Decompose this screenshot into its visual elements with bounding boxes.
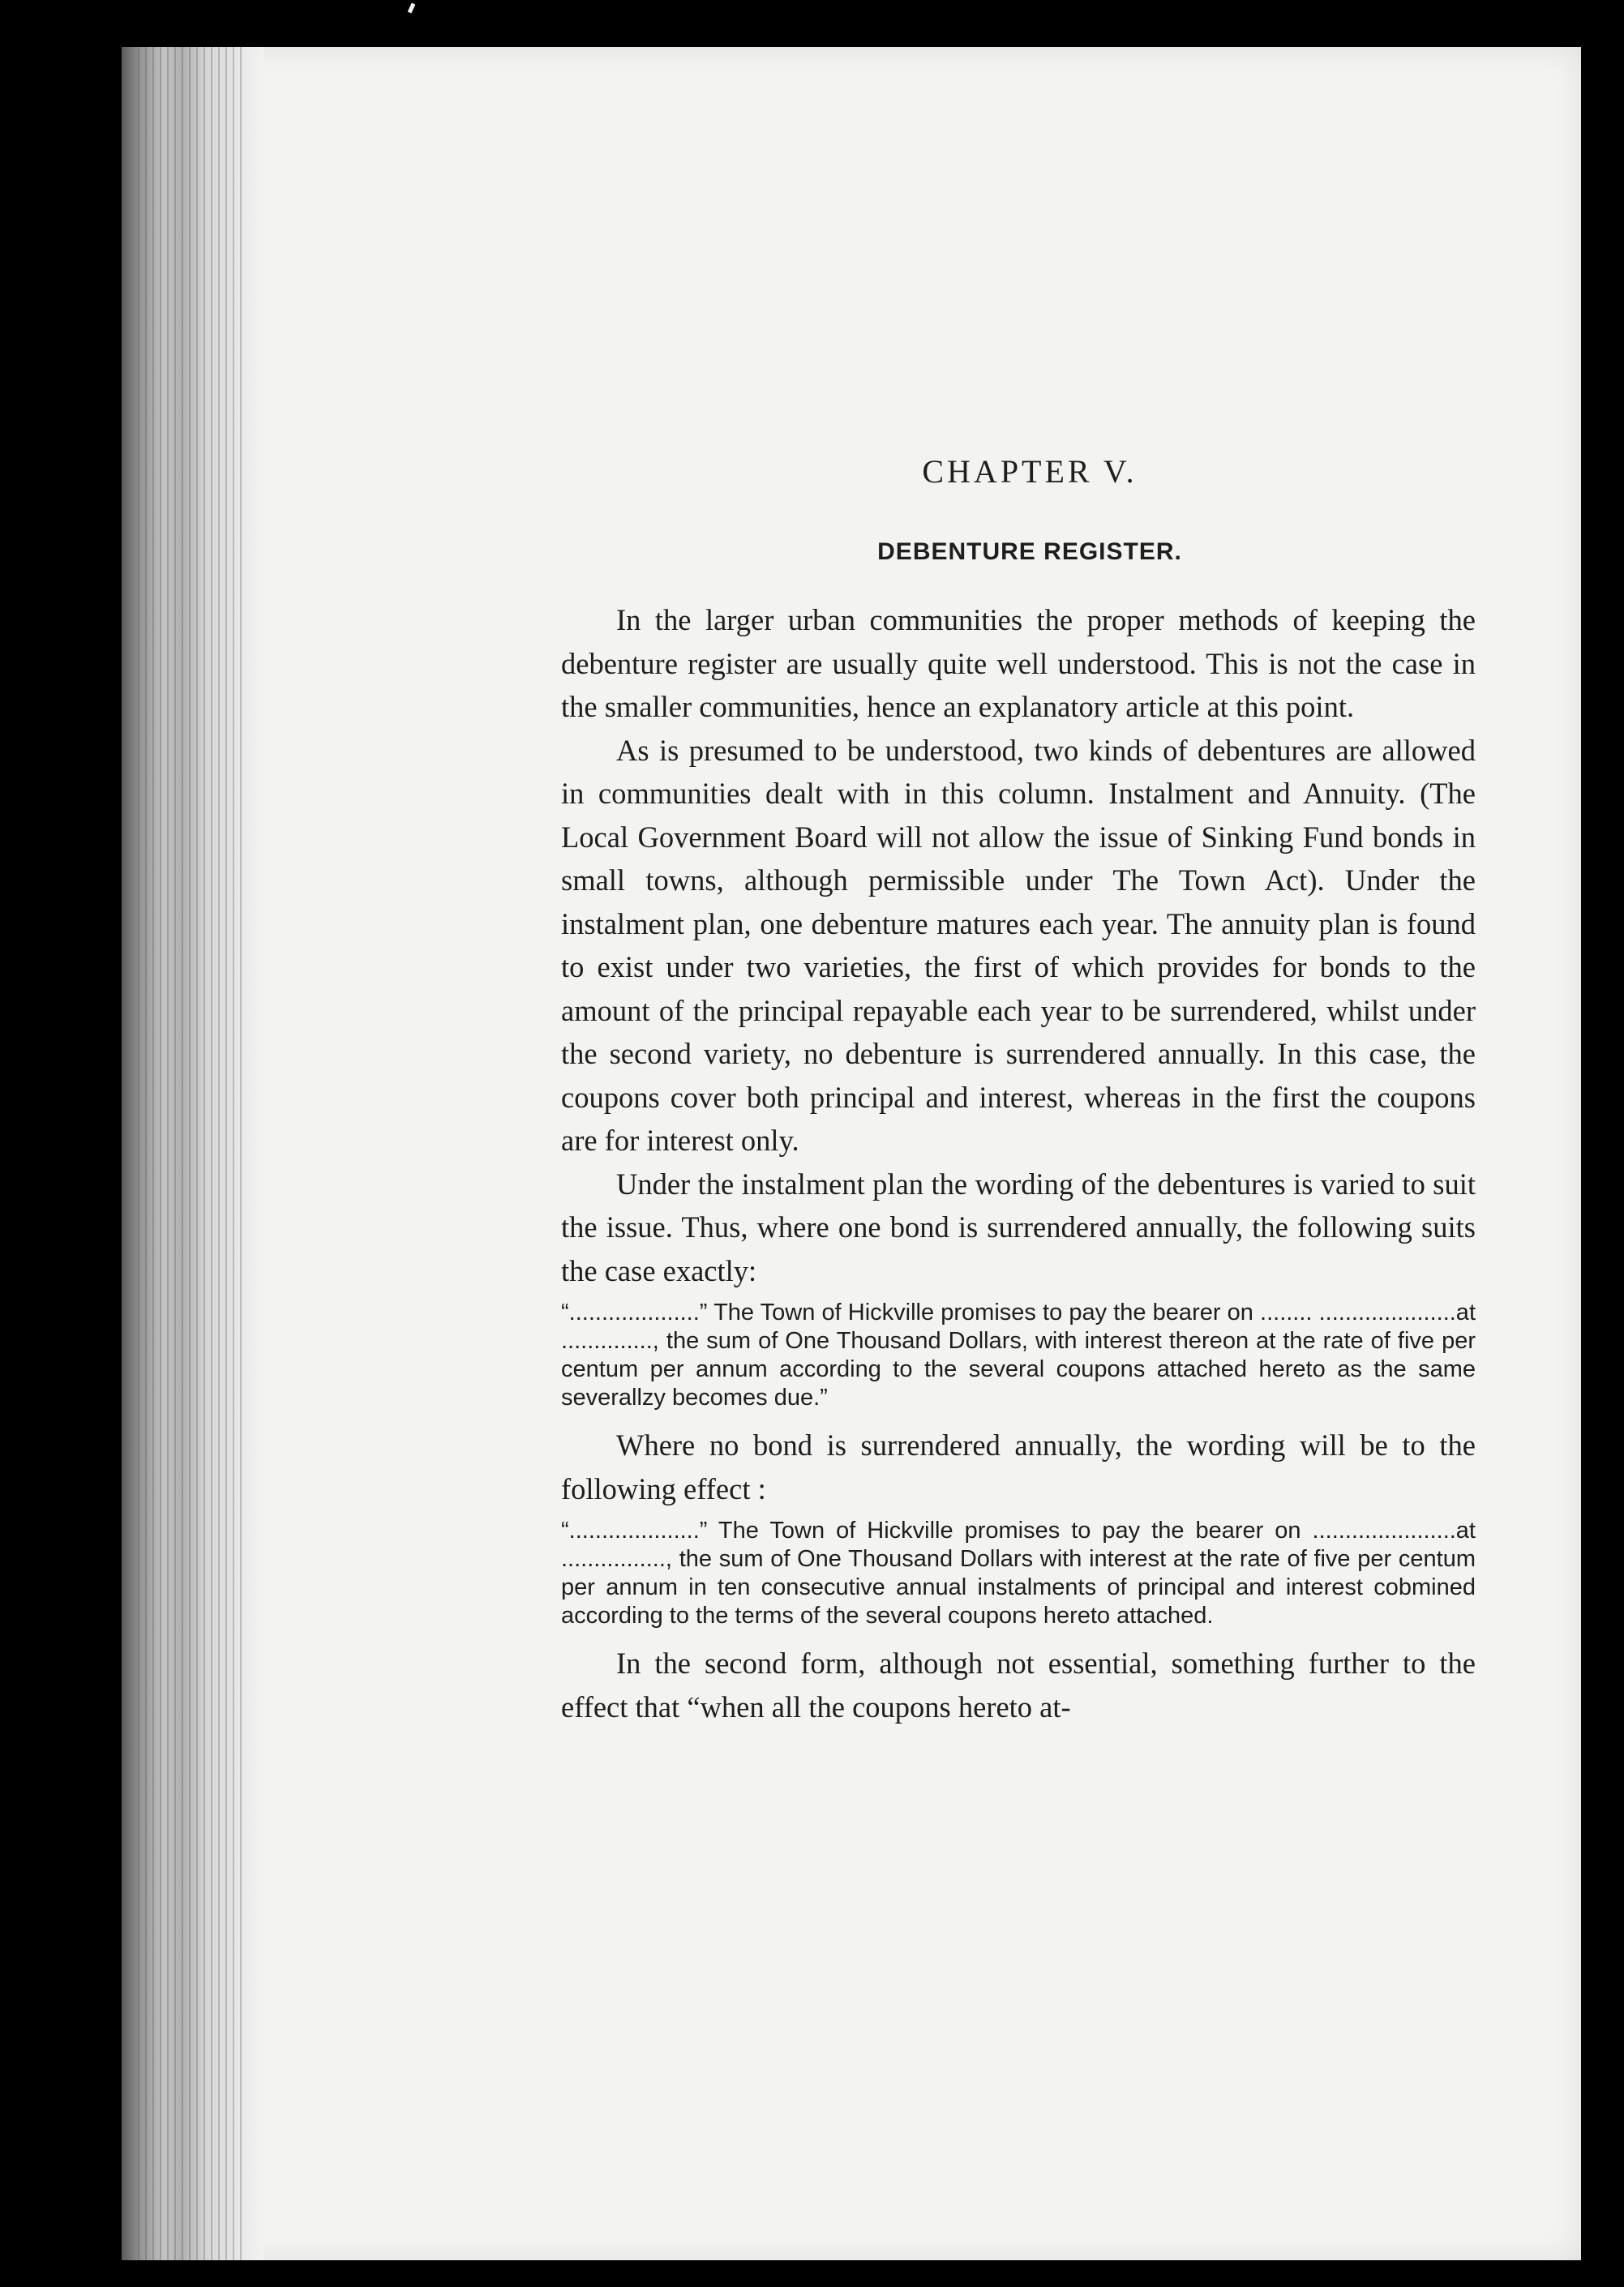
paragraph-5: In the second form, although not essential, something further to the effect that “when all the coupons hereto at- — [561, 1647, 1476, 1724]
page-binding-edge — [122, 47, 264, 2260]
body-text — [561, 598, 1476, 1728]
debenture-wording-instalment: “....................” The Town of Hickville promises to pay the bearer on ........ .....................at .............., the sum of One Thousand Dollars, with interest thereon at the rate of five per centum per annum according to the several coupons attached hereto as the same severallzy becomes due.” — [561, 1300, 1476, 1411]
binding-texture — [138, 47, 243, 2260]
chapter-title: DEBENTURE REGISTER. — [877, 538, 1182, 565]
paragraph-4: Where no bond is surrendered annually, the wording will be to the following effect : — [561, 1428, 1476, 1505]
chapter-heading: CHAPTER V. — [922, 453, 1138, 490]
paragraph-3: Under the instalment plan the wording of the debentures is varied to suit the issue. Thus, where one bond is surrendered annually, the following suits the case exactly: — [561, 1167, 1476, 1287]
paragraph-2: As is presumed to be understood, two kinds of debentures are allowed in communities dealt with in this column. Instalment and Annuity. (The Local Government Board will not allow the issue of Sinking Fund bonds in small towns, although permissible under The Town Act). Under the instalment plan, one debenture matures each year. The annuity plan is found to exist under two varieties, the first of which provides for bonds to the amount of the principal repayable each year to be surrendered, whilst under the second variety, no debenture is surrendered annually. In this case, the coupons cover both principal and interest, whereas in the first the coupons are for interest only. — [561, 733, 1476, 1157]
paragraph-1: In the larger urban communities the proper methods of keeping the debenture register are usually quite well understood. This is not the case in the smaller communities, hence an explanatory article at this point. — [561, 603, 1476, 723]
scan-speck — [408, 3, 416, 14]
debenture-wording-annuity: “....................” The Town of Hickville promises to pay the bearer on ......................at ................, the sum of One Thousand Dollars with interest at the rate of five per centum per annum in ten consecutive annual instalments of principal and interest cobmined according to the terms of the several coupons hereto attached. — [561, 1518, 1476, 1629]
